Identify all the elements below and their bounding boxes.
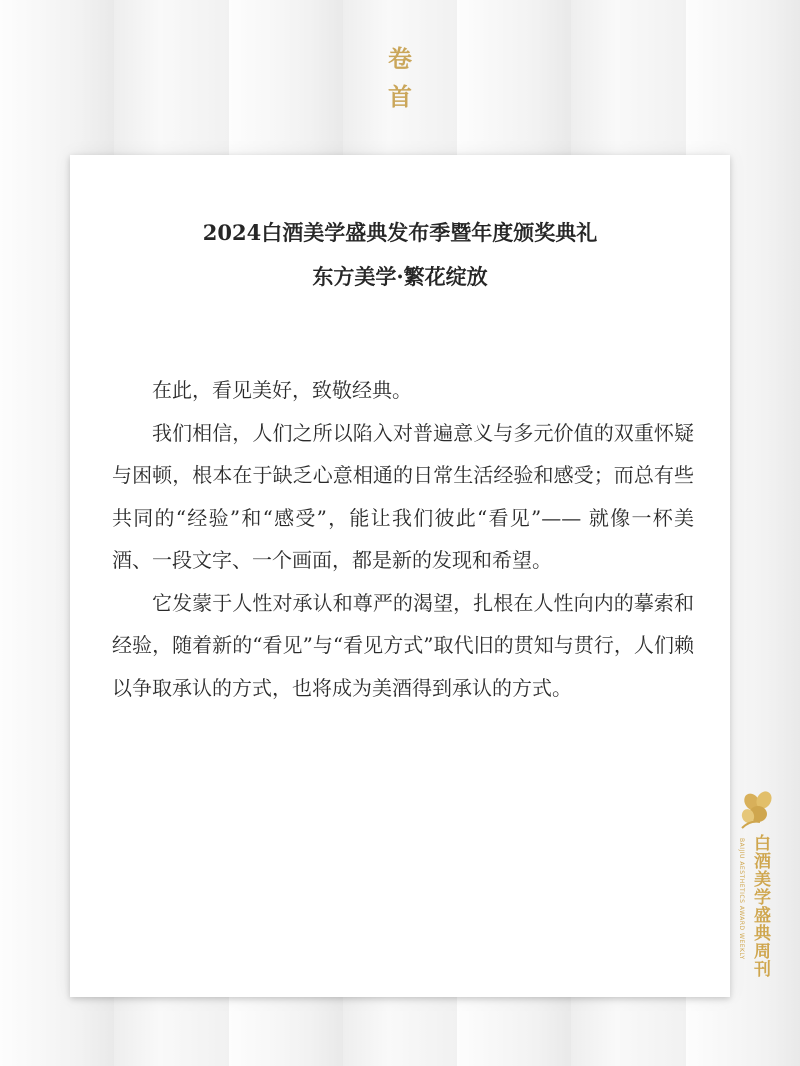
flower-logo-icon (738, 790, 778, 830)
section-header-char: 首 (388, 82, 412, 111)
title-line: 2024白酒美学盛典发布季暨年度颁奖典礼 (202, 220, 598, 245)
subtitle-line: 东方美学·繁花绽放 (312, 264, 488, 289)
section-header (0, 40, 800, 116)
paragraph: 在此，看见美好，致敬经典。 (152, 378, 412, 402)
brand-logo (732, 790, 788, 990)
body-text (112, 369, 694, 709)
logo-text-cn: 白酒美学盛典周刊 (750, 834, 770, 978)
section-header-char: 卷 (388, 44, 412, 73)
paragraph: 它发蒙于人性对承认和尊严的渴望，扎根在人性向内的摹索和经验，随着新的“看见”与“看见方式”取代旧的贯知与贯行，人们赖以争取承认的方式，也将成为美酒得到承认的方式。 (112, 590, 694, 700)
content-card (70, 155, 730, 997)
paragraph: 我们相信，人们之所以陷入对普遍意义与多元价值的双重怀疑与困顿，根本在于缺乏心意相通的日常生活经验和感受；而总有些共同的“经验”和“感受”，能让我们彼此“看见”—— 就像一杯美酒、一段文字、一个画面，都是新的发现和希望。 (112, 420, 694, 572)
logo-text-en: BAIJIU AESTHETICS AWARD WEEKLY (738, 838, 745, 960)
page-title (70, 211, 730, 299)
